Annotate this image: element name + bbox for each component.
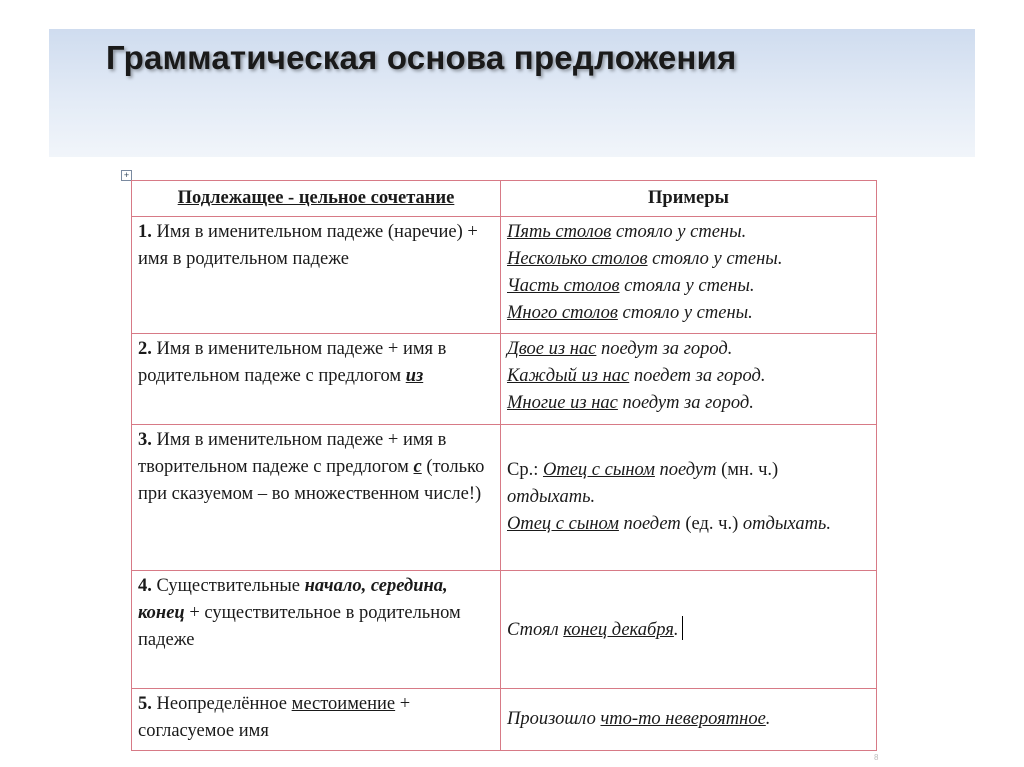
example-note: (мн. ч.) [721, 460, 779, 480]
example-rest: поедет за город. [629, 366, 766, 386]
example-rest: отдыхать. [507, 487, 596, 507]
text-cursor [682, 616, 683, 640]
row2-examples [501, 334, 877, 425]
row4-examples [501, 571, 877, 689]
row-number: 1. [138, 222, 152, 242]
row-text: + согласуемое имя [138, 694, 411, 741]
row-number: 5. [138, 694, 152, 714]
table-row [132, 689, 877, 751]
example-subject: Пять столов [507, 222, 612, 242]
slide-number: 8 [874, 753, 879, 762]
example-verb: поедет [618, 514, 686, 534]
example-subject: Каждый из нас [507, 366, 630, 386]
example-subject: Двое из нас [507, 339, 597, 359]
header-examples: Примеры [501, 181, 877, 217]
example-rest: поедут за город. [617, 393, 754, 413]
row4-description [132, 571, 501, 689]
key-word: местоимение [291, 694, 396, 714]
row-number: 4. [138, 576, 152, 596]
row-text: Неопределённое [151, 694, 292, 714]
table-row [132, 425, 877, 571]
example-rest: стояло у стены. [647, 249, 783, 269]
example-rest: стояло у стены. [617, 303, 753, 323]
row3-description [132, 425, 501, 571]
row5-examples [501, 689, 877, 751]
key-words: начало, середина, конец [138, 576, 448, 623]
row1-description [132, 217, 501, 334]
example-predicate: Произошло [507, 709, 601, 729]
example-subject: Часть столов [507, 276, 620, 296]
table-header-row [132, 181, 877, 217]
example-rest: стояло у стены. [611, 222, 747, 242]
table-row [132, 334, 877, 425]
row-text: + существительное в родительном падеже [138, 603, 461, 650]
example-verb: поедут [654, 460, 722, 480]
example-note: (ед. ч.) [685, 514, 739, 534]
example-subject: Отец с сыном [507, 514, 619, 534]
row-text: Существительные [151, 576, 305, 596]
row-number: 3. [138, 430, 152, 450]
row1-examples [501, 217, 877, 334]
example-rest: . [765, 709, 771, 729]
row-text: Имя в именительном падеже + имя в родительном падеже с предлогом [138, 339, 447, 386]
table-move-handle-icon[interactable]: + [121, 170, 132, 181]
example-subject: конец декабря [563, 619, 674, 640]
table-row [132, 217, 877, 334]
grammar-table [131, 180, 877, 751]
example-subject: Несколько столов [507, 249, 648, 269]
example-subject: что-то невероятное [600, 709, 766, 729]
row5-description [132, 689, 501, 751]
example-subject: Много столов [507, 303, 618, 323]
example-subject: Отец с сыном [542, 460, 655, 480]
row-text: Имя в именительном падеже + имя в творительном падеже с предлогом [138, 430, 447, 477]
example-predicate: Стоял [507, 619, 564, 640]
row2-description [132, 334, 501, 425]
example-subject: Многие из нас [507, 393, 618, 413]
slide-title: Грамматическая основа предложения [106, 39, 737, 76]
row-text: Имя в именительном падеже (наречие) + имя в родительном падеже [138, 222, 478, 269]
row3-examples [501, 425, 877, 571]
preposition: из [405, 366, 424, 386]
example-rest: поедут за город. [596, 339, 733, 359]
compare-label: Ср.: [507, 460, 543, 480]
example-rest: стояла у стены. [619, 276, 755, 296]
example-rest: . [673, 619, 679, 640]
table-row [132, 571, 877, 689]
preposition: с [413, 457, 422, 477]
example-rest: отдыхать. [738, 514, 831, 534]
row-text: (только при сказуемом – во множественном числе!) [138, 457, 485, 504]
row-number: 2. [138, 339, 152, 359]
header-subject: Подлежащее - цельное сочетание [132, 181, 501, 217]
